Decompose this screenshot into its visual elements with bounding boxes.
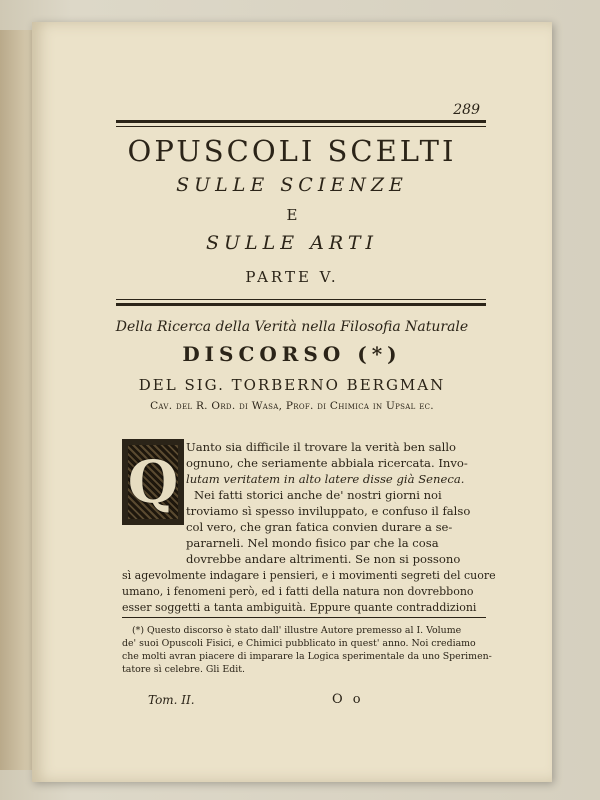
body-line: dovrebbe andare altrimenti. Se non si possono (186, 552, 461, 566)
footnote-rule (122, 617, 486, 618)
journal-subtitle-sciences: SULLE SCIENZE (176, 174, 408, 196)
article-heading: Della Ricerca della Verità nella Filosofia Naturale (115, 319, 469, 335)
footnote-line: de' suoi Opuscoli Fisici, e Chimici pubblicato in quest' anno. Noi crediamo (122, 638, 476, 649)
article-type: DISCORSO (*) (182, 342, 402, 366)
decorated-initial (122, 439, 184, 525)
article-author: DEL SIG. TORBERNO BERGMAN (138, 376, 446, 394)
header-rule-thick (116, 120, 486, 123)
title-rule-thick (116, 303, 486, 306)
body-line: Uanto sia difficile il trovare la verità ben sallo (186, 440, 457, 454)
body-line: pararneli. Nel mondo fisico par che la cosa (186, 536, 439, 550)
journal-part: PARTE V. (245, 268, 339, 286)
body-line: ognuno, che seriamente abbiala ricercata. Invo- (186, 456, 468, 470)
footnote-line: tatore sì celebre. Gli Edit. (122, 664, 245, 675)
body-line: lutam veritatem in alto latere disse già Seneca. (186, 472, 465, 486)
volume-signature: Tom. II. (148, 693, 195, 707)
book-page (32, 22, 552, 782)
body-line: troviamo sì spesso inviluppato, e confuso il falso (186, 504, 471, 518)
body-line: col vero, che gran fatica convien durare a se- (186, 520, 453, 534)
journal-subtitle-arts: SULLE ARTI (205, 232, 379, 254)
ornament-pattern (128, 445, 178, 519)
author-affiliation: Cav. del R. Ord. di Wasa, Prof. di Chimica in Upsal ec. (150, 400, 434, 412)
drop-cap-letter: Q (127, 448, 179, 516)
gathering-mark: O o (332, 692, 364, 707)
title-rule-thin (116, 299, 486, 300)
body-line: sì agevolmente indagare i pensieri, e i movimenti segreti del cuore (122, 569, 496, 582)
page-number: 289 (453, 102, 480, 118)
header-rule-thin (116, 126, 486, 127)
body-line: umano, i fenomeni però, ed i fatti della natura non dovrebbono (122, 585, 474, 598)
journal-title: OPUSCOLI SCELTI (127, 134, 457, 168)
body-line: esser soggetti a tanta ambiguità. Eppure quante contraddizioni (122, 601, 477, 614)
footnote-line: (*) Questo discorso è stato dall' illustre Autore premesso al I. Volume (132, 625, 462, 636)
journal-conjunction: E (286, 206, 298, 224)
body-line: Nei fatti storici anche de' nostri giorni noi (194, 488, 442, 502)
footnote-line: che molti avran piacere di imparare la Logica sperimentale da uno Sperimen- (122, 651, 492, 662)
